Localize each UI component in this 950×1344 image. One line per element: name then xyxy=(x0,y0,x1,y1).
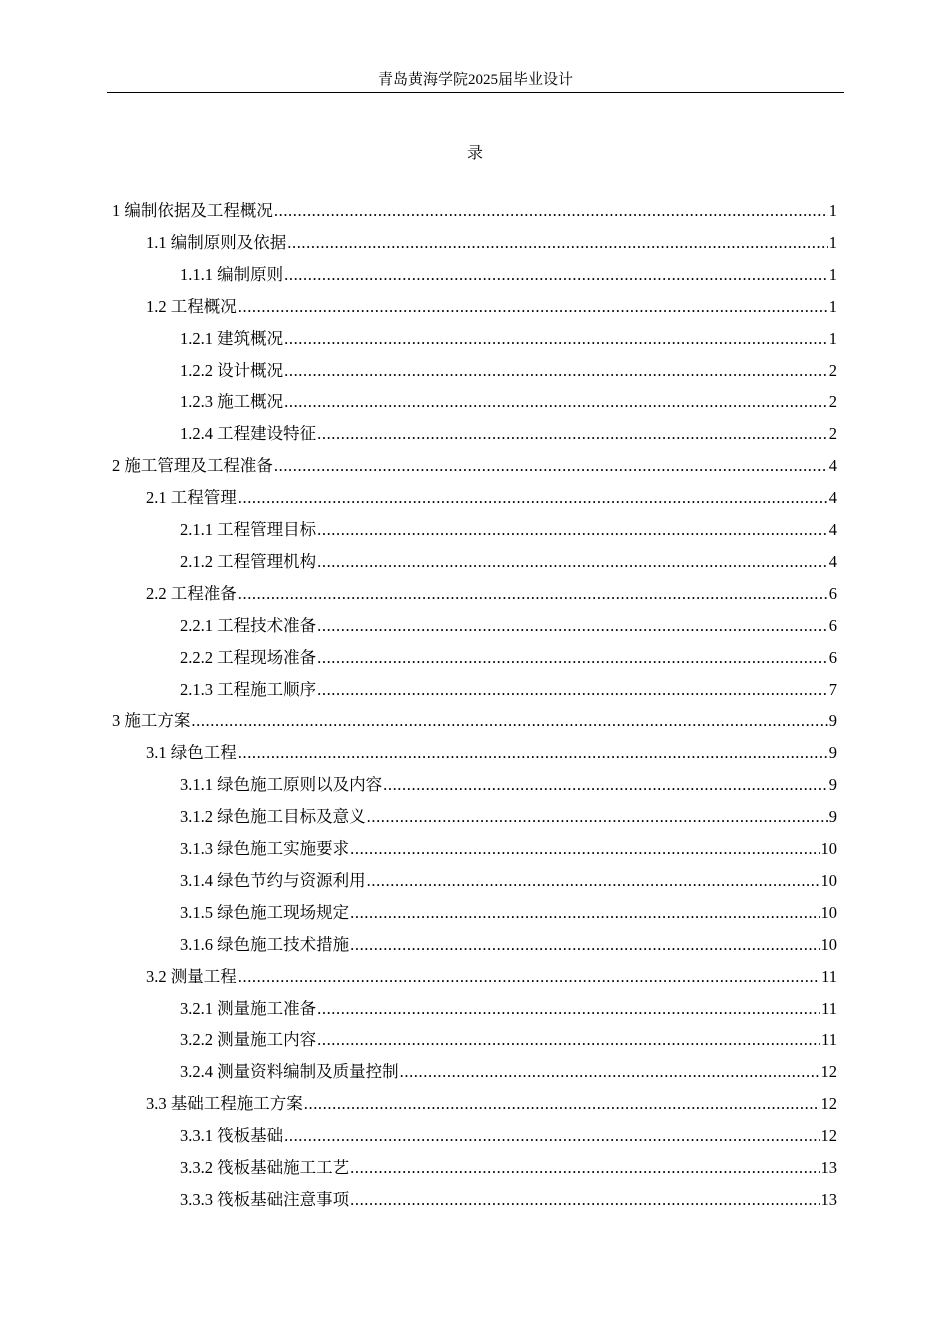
toc-entry[interactable] xyxy=(180,1122,837,1150)
toc-dot-leader xyxy=(350,931,819,959)
toc-title: 录 xyxy=(466,145,483,162)
toc-dot-leader xyxy=(284,1122,819,1150)
toc-dot-leader xyxy=(317,548,828,576)
toc-entry-title: 1.1.1 编制原则 xyxy=(180,264,284,284)
toc-page-number: 9 xyxy=(828,775,837,795)
toc-page-number: 6 xyxy=(828,615,837,635)
toc-page-number: 9 xyxy=(828,711,837,731)
toc-entry[interactable] xyxy=(180,931,837,959)
toc-entry-title: 2.1.1 工程管理目标 xyxy=(180,520,317,539)
toc-entry[interactable] xyxy=(180,420,837,448)
toc-page-number: 1 xyxy=(828,232,837,252)
toc-dot-leader xyxy=(284,325,828,353)
toc-entry-title: 3.1.6 绿色施工技术措施 xyxy=(180,934,350,954)
toc-entry-title: 3.1.3 绿色施工实施要求 xyxy=(180,839,350,858)
toc-entry-title: 1.2.2 设计概况 xyxy=(180,360,284,380)
toc-entry-title: 1.1 编制原则及依据 xyxy=(146,232,287,252)
toc-dot-leader xyxy=(238,739,828,767)
toc-entry[interactable] xyxy=(180,325,837,353)
toc-page-number: 1 xyxy=(828,264,837,284)
toc-page-number: 9 xyxy=(828,807,837,827)
toc-entry[interactable] xyxy=(180,612,837,640)
toc-dot-leader xyxy=(367,867,820,895)
toc-entry[interactable] xyxy=(180,548,837,576)
toc-entry-title: 3.2 测量工程 xyxy=(146,966,237,986)
toc-entry-title: 2.2 工程准备 xyxy=(146,583,237,603)
toc-dot-leader xyxy=(350,899,819,927)
toc-dot-leader xyxy=(191,707,827,735)
toc-entry[interactable] xyxy=(180,388,837,416)
toc-entry-title: 3.1.4 绿色节约与资源利用 xyxy=(180,870,366,890)
toc-dot-leader xyxy=(317,420,828,448)
header-title: 青岛黄海学院2025届毕业设计 xyxy=(377,72,573,88)
toc-entry-title: 3 施工方案 xyxy=(112,711,191,731)
toc-page-number: 9 xyxy=(828,743,837,763)
toc-page-number: 10 xyxy=(820,870,837,890)
toc-dot-leader xyxy=(284,388,828,416)
toc-page-number: 6 xyxy=(828,583,837,603)
toc-entry[interactable] xyxy=(180,261,837,289)
toc-entry-title: 1.2.1 建筑概况 xyxy=(180,328,284,348)
toc-page-number: 2 xyxy=(828,424,837,444)
toc-entry[interactable] xyxy=(180,644,837,672)
toc-entry[interactable] xyxy=(146,484,837,512)
toc-dot-leader xyxy=(317,516,828,544)
toc-entry-title: 1 编制依据及工程概况 xyxy=(112,201,273,220)
toc-entry[interactable] xyxy=(146,739,837,767)
toc-page-number: 4 xyxy=(828,551,837,571)
toc-dot-leader xyxy=(350,1154,819,1182)
toc-entry-title: 3.2.1 测量施工准备 xyxy=(180,998,317,1018)
toc-dot-leader xyxy=(274,452,828,480)
toc-page-number: 10 xyxy=(820,839,837,858)
toc-dot-leader xyxy=(284,261,828,289)
toc-entry[interactable] xyxy=(180,1026,837,1054)
toc-entry-title: 3.1.5 绿色施工现场规定 xyxy=(180,902,350,922)
toc-entry-title: 3.3.3 筏板基础注意事项 xyxy=(180,1189,350,1209)
toc-entry[interactable] xyxy=(180,803,837,831)
toc-entry-title: 1.2 工程概况 xyxy=(146,296,237,316)
toc-entry-title: 2.1 工程管理 xyxy=(146,488,237,508)
toc-dot-leader xyxy=(304,1090,820,1118)
toc-entry[interactable] xyxy=(180,516,837,544)
toc-entry[interactable] xyxy=(180,899,837,927)
toc-entry[interactable] xyxy=(180,835,837,863)
toc-entry-title: 1.2.3 施工概况 xyxy=(180,392,284,412)
toc-dot-leader xyxy=(367,803,828,831)
toc-entry[interactable] xyxy=(146,1090,837,1118)
toc-entry[interactable] xyxy=(180,676,837,704)
toc-dot-leader xyxy=(287,229,828,257)
toc-entry[interactable] xyxy=(180,1186,837,1214)
toc-entry[interactable] xyxy=(180,995,837,1023)
toc-entry[interactable] xyxy=(112,452,837,480)
toc-entry-title: 2.2.2 工程现场准备 xyxy=(180,647,317,667)
toc-entry[interactable] xyxy=(146,580,837,608)
toc-dot-leader xyxy=(317,612,828,640)
toc-entry-title: 2.1.2 工程管理机构 xyxy=(180,551,317,571)
toc-page-number: 10 xyxy=(820,902,837,922)
toc-entry[interactable] xyxy=(180,1154,837,1182)
toc-page-number: 11 xyxy=(821,966,837,986)
toc-entry[interactable] xyxy=(180,771,837,799)
toc-dot-leader xyxy=(317,1026,820,1054)
toc-entry-title: 3.3.1 筏板基础 xyxy=(180,1126,284,1146)
toc-entry-title: 3.3.2 筏板基础施工工艺 xyxy=(180,1158,350,1177)
toc-entry[interactable] xyxy=(180,357,837,385)
toc-dot-leader xyxy=(350,1186,819,1214)
toc-page-number: 10 xyxy=(820,934,837,954)
toc-page-number: 12 xyxy=(820,1094,837,1114)
toc-dot-leader xyxy=(238,963,820,991)
toc-entry-title: 2.1.3 工程施工顺序 xyxy=(180,679,317,699)
toc-dot-leader xyxy=(317,995,820,1023)
toc-page-number: 1 xyxy=(828,201,837,220)
toc-dot-leader xyxy=(284,357,828,385)
toc-page-number: 11 xyxy=(821,998,837,1018)
toc-dot-leader xyxy=(317,676,828,704)
toc-page-number: 12 xyxy=(820,1126,837,1146)
toc-entry[interactable] xyxy=(146,229,837,257)
toc-entry-title: 1.2.4 工程建设特征 xyxy=(180,424,317,444)
toc-page-number: 2 xyxy=(828,360,837,380)
toc-dot-leader xyxy=(383,771,828,799)
toc-page-number: 7 xyxy=(828,679,837,699)
toc-entry-title: 3.1.1 绿色施工原则以及内容 xyxy=(180,775,383,795)
toc-dot-leader xyxy=(238,484,828,512)
toc-dot-leader xyxy=(317,644,828,672)
toc-dot-leader xyxy=(238,580,828,608)
toc-entry-title: 3.2.4 测量资料编制及质量控制 xyxy=(180,1062,399,1082)
toc-entry-title: 2 施工管理及工程准备 xyxy=(112,456,273,476)
toc-page-number: 2 xyxy=(828,392,837,412)
toc-entry[interactable] xyxy=(180,1058,837,1086)
toc-page-number: 13 xyxy=(820,1158,837,1177)
toc-entry-title: 3.2.2 测量施工内容 xyxy=(180,1030,317,1050)
toc-entry-title: 3.1 绿色工程 xyxy=(146,743,237,763)
toc-entry-title: 3.3 基础工程施工方案 xyxy=(146,1094,303,1114)
toc-page-number: 12 xyxy=(820,1062,837,1082)
toc-entry[interactable] xyxy=(146,963,837,991)
toc-entry[interactable] xyxy=(112,707,837,735)
toc-page-number: 13 xyxy=(820,1189,837,1209)
toc-page-number: 4 xyxy=(828,488,837,508)
toc-dot-leader xyxy=(238,293,828,321)
page-header xyxy=(107,70,844,93)
toc-entry-title: 2.2.1 工程技术准备 xyxy=(180,615,317,635)
toc-dot-leader xyxy=(350,835,819,863)
toc-page-number: 11 xyxy=(821,1030,837,1050)
toc-entry[interactable] xyxy=(146,293,837,321)
toc-page-number: 1 xyxy=(828,296,837,316)
toc-entry-title: 3.1.2 绿色施工目标及意义 xyxy=(180,807,366,827)
toc-entry[interactable] xyxy=(180,867,837,895)
toc-page-number: 4 xyxy=(828,456,837,476)
toc-page-number: 1 xyxy=(828,328,837,348)
toc-dot-leader xyxy=(400,1058,820,1086)
toc-page-number: 4 xyxy=(828,520,837,539)
toc-page-number: 6 xyxy=(828,647,837,667)
toc-dot-leader xyxy=(274,197,828,225)
toc-entry[interactable] xyxy=(112,197,837,225)
